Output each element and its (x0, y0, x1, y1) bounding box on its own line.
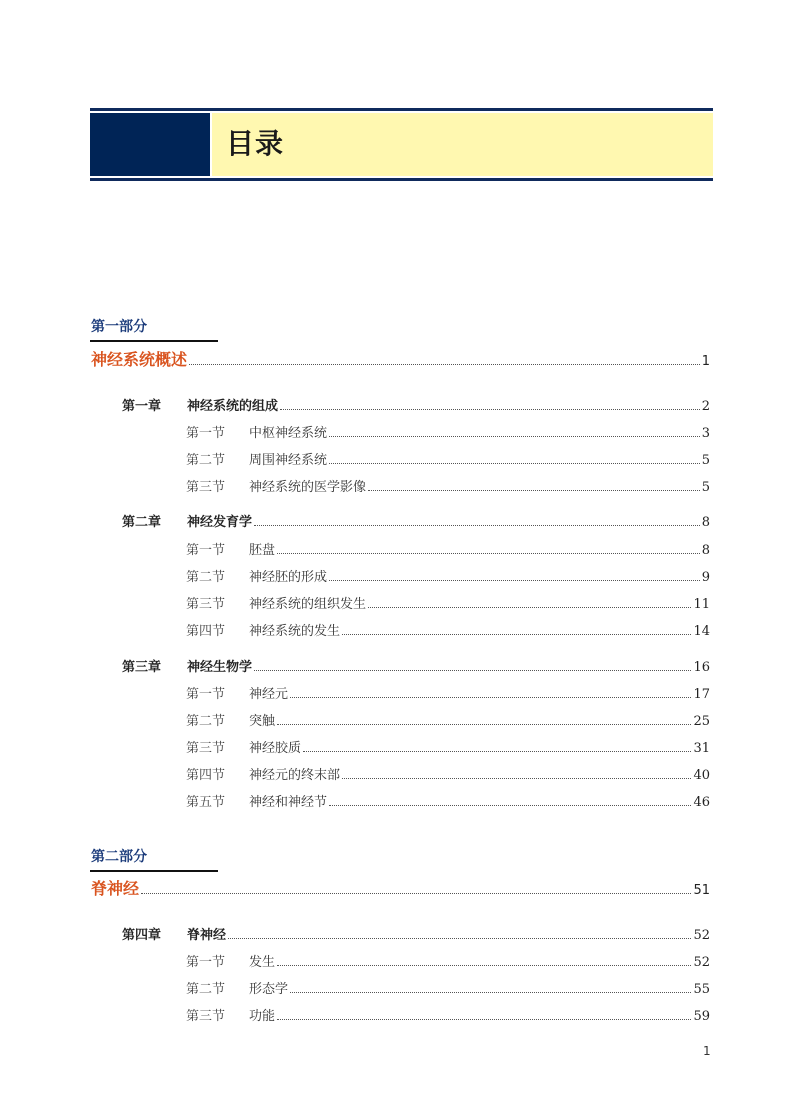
header-bottom-rule (90, 178, 713, 181)
dot-leader (290, 697, 691, 698)
section-title: 神经元的终末部 (249, 768, 341, 783)
toc-chapter-entry[interactable] (122, 395, 710, 414)
page-ref: 9 (701, 570, 710, 585)
section-number: 第五节 (186, 795, 226, 810)
section-title: 神经元 (249, 687, 289, 702)
part-underline (90, 870, 218, 872)
section-title: 突触 (249, 714, 276, 729)
section-number: 第四节 (186, 768, 226, 783)
toc-part-entry[interactable] (91, 350, 710, 370)
section-title: 功能 (249, 1009, 276, 1024)
chapter-title: 神经系统的组成 (187, 399, 279, 414)
page-ref: 14 (693, 624, 710, 639)
toc-chapter-entry[interactable] (122, 656, 710, 675)
header-yellow-band (212, 113, 713, 176)
section-title: 周围神经系统 (249, 453, 328, 468)
page-ref: 51 (693, 883, 710, 898)
dot-leader (342, 634, 691, 635)
section-number: 第二节 (186, 570, 226, 585)
dot-leader (368, 607, 691, 608)
section-number: 第一节 (186, 955, 226, 970)
dot-leader (254, 525, 700, 526)
toc-section-entry[interactable] (186, 710, 710, 729)
section-number: 第一节 (186, 543, 226, 558)
toc-section-entry[interactable] (186, 422, 710, 441)
toc-section-entry[interactable] (186, 566, 710, 585)
page-ref: 40 (693, 768, 710, 783)
header-top-rule (90, 108, 713, 111)
page-ref: 8 (701, 515, 710, 530)
dot-leader (141, 893, 691, 894)
chapter-number: 第一章 (122, 399, 162, 414)
dot-leader (277, 553, 700, 554)
part-title: 神经系统概述 (91, 350, 188, 369)
toc-section-entry[interactable] (186, 476, 710, 495)
part-title: 脊神经 (91, 879, 140, 898)
section-number: 第三节 (186, 597, 226, 612)
section-number: 第四节 (186, 624, 226, 639)
dot-leader (280, 409, 700, 410)
page-ref: 16 (693, 660, 710, 675)
section-title: 神经系统的组织发生 (249, 597, 367, 612)
section-title: 形态学 (249, 982, 289, 997)
toc-part-entry[interactable] (91, 879, 710, 899)
toc-section-entry[interactable] (186, 737, 710, 756)
page-ref: 52 (693, 928, 710, 943)
section-title: 中枢神经系统 (249, 426, 328, 441)
page-ref: 11 (693, 597, 710, 612)
section-number: 第三节 (186, 480, 226, 495)
dot-leader (368, 490, 700, 491)
chapter-number: 第二章 (122, 515, 162, 530)
chapter-title: 脊神经 (187, 928, 227, 943)
dot-leader (277, 965, 691, 966)
toc-section-entry[interactable] (186, 1005, 710, 1024)
section-number: 第三节 (186, 741, 226, 756)
page-ref: 17 (693, 687, 710, 702)
section-title: 神经和神经节 (249, 795, 328, 810)
dot-leader (254, 670, 691, 671)
page-ref: 31 (693, 741, 710, 756)
toc-chapter-entry[interactable] (122, 511, 710, 530)
dot-leader (189, 364, 700, 365)
part-underline (90, 340, 218, 342)
page-ref: 2 (701, 399, 710, 414)
dot-leader (290, 992, 691, 993)
section-title: 神经胶质 (249, 741, 302, 756)
page-ref: 46 (693, 795, 710, 810)
section-number: 第二节 (186, 982, 226, 997)
toc-section-entry[interactable] (186, 951, 710, 970)
toc-header-banner (90, 108, 713, 182)
dot-leader (329, 463, 700, 464)
page-ref: 52 (693, 955, 710, 970)
page-title: 目录 (226, 127, 285, 160)
dot-leader (329, 805, 691, 806)
dot-leader (277, 724, 691, 725)
header-navy-block (90, 113, 210, 176)
dot-leader (228, 938, 691, 939)
toc-section-entry[interactable] (186, 978, 710, 997)
part-label: 第二部分 (91, 849, 147, 865)
toc-section-entry[interactable] (186, 449, 710, 468)
toc-section-entry[interactable] (186, 683, 710, 702)
dot-leader (277, 1019, 691, 1020)
toc-section-entry[interactable] (186, 791, 710, 810)
chapter-title: 神经发育学 (187, 515, 253, 530)
toc-chapter-entry[interactable] (122, 924, 710, 943)
dot-leader (303, 751, 691, 752)
section-number: 第一节 (186, 426, 226, 441)
page-ref: 1 (701, 354, 710, 369)
page-ref: 8 (701, 543, 710, 558)
section-number: 第二节 (186, 714, 226, 729)
page-ref: 59 (693, 1009, 710, 1024)
page-ref: 55 (693, 982, 710, 997)
toc-section-entry[interactable] (186, 593, 710, 612)
page-ref: 3 (701, 426, 710, 441)
dot-leader (329, 580, 700, 581)
dot-leader (342, 778, 691, 779)
section-title: 神经胚的形成 (249, 570, 328, 585)
chapter-number: 第三章 (122, 660, 162, 675)
toc-section-entry[interactable] (186, 764, 710, 783)
page-ref: 5 (701, 480, 710, 495)
chapter-title: 神经生物学 (187, 660, 253, 675)
footer-page-number: 1 (703, 1044, 711, 1058)
section-title: 胚盘 (249, 543, 276, 558)
toc-section-entry[interactable] (186, 539, 710, 558)
section-number: 第二节 (186, 453, 226, 468)
part-label: 第一部分 (91, 319, 147, 335)
page-ref: 5 (701, 453, 710, 468)
section-number: 第一节 (186, 687, 226, 702)
section-title: 神经系统的医学影像 (249, 480, 367, 495)
dot-leader (329, 436, 700, 437)
section-title: 发生 (249, 955, 276, 970)
toc-section-entry[interactable] (186, 620, 710, 639)
page-ref: 25 (693, 714, 710, 729)
section-title: 神经系统的发生 (249, 624, 341, 639)
chapter-number: 第四章 (122, 928, 162, 943)
section-number: 第三节 (186, 1009, 226, 1024)
